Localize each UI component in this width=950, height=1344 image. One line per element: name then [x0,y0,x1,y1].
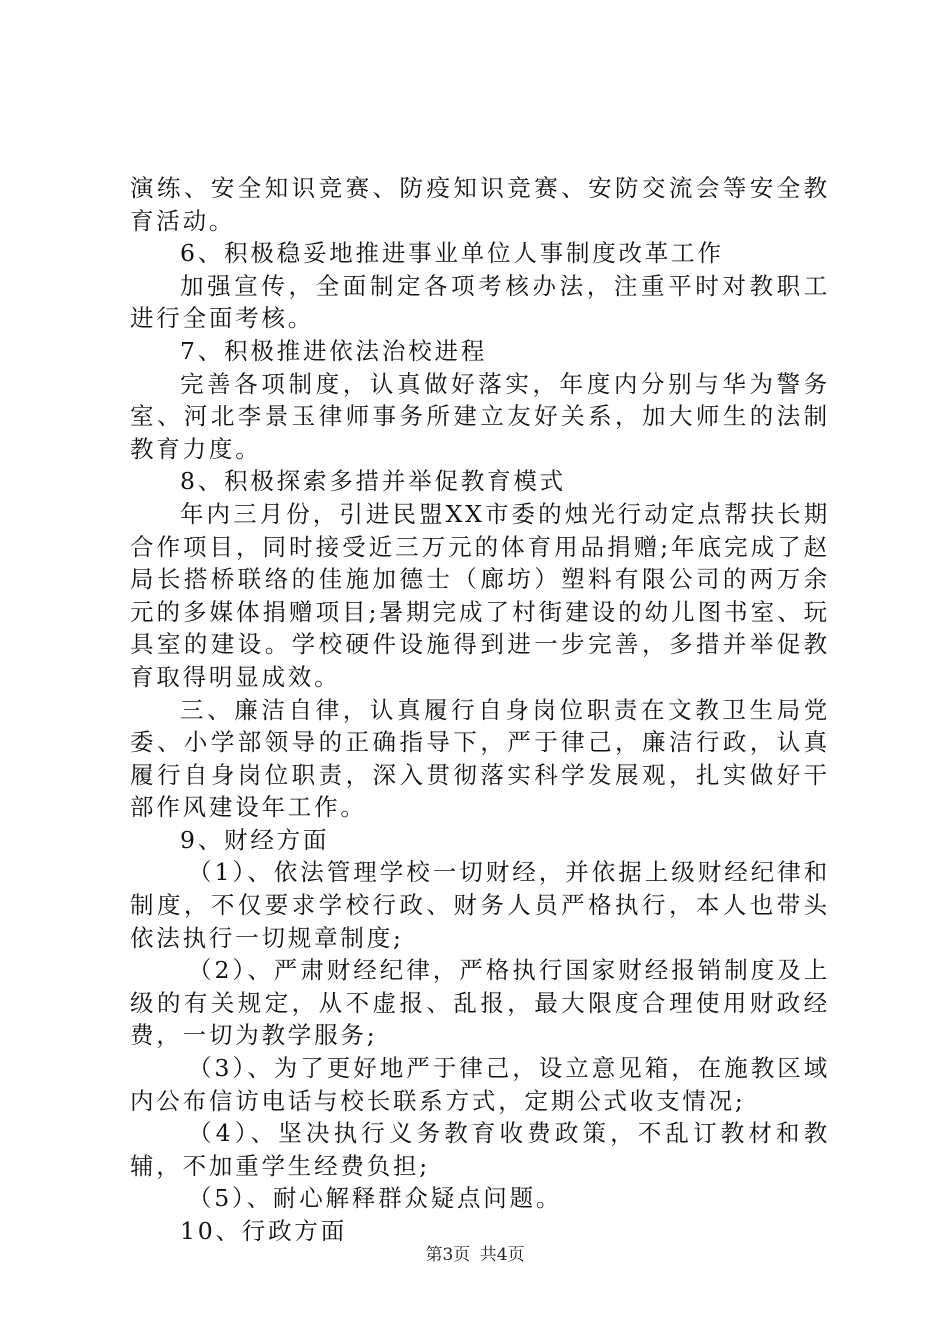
heading-section-3: 三、廉洁自律，认真履行自身岗位职责在文教卫生局党委、小学部领导的正确指导下，严于律己，廉洁行政，认真履行自身岗位职责，深入贯彻落实科学发展观，扎实做好干部作风建设年工作。 [130,695,830,822]
heading-item-10: 10、行政方面 [180,1217,348,1245]
paragraph-safety-activities: 演练、安全知识竞赛、防疫知识竞赛、安防交流会等安全教育活动。 [130,174,830,235]
paragraph-assessment: 加强宣传，全面制定各项考核办法，注重平时对教职工进行全面考核。 [130,271,830,333]
list-item-finance-1: （1）、依法管理学校一切财经，并依据上级财经纪律和制度，不仅要求学校行政、财务人员严格执行，本人也带头依法执行一切规章制度; [130,858,830,952]
paragraph-education-model: 年内三月份，引进民盟XX市委的烛光行动定点帮扶长期合作项目，同时接受近三万元的体育用品捐赠;年底完成了赵局长搭桥联络的佳施加德士（廊坊）塑料有限公司的两万余元的多媒体捐赠项目;暑期完成了村街建设的幼儿图书室、玩具室的建设。学校硬件设施得到进一步完善，多措并举促教育取得明显成效。 [130,499,830,691]
page-footer [0,1243,950,1267]
page-number: 第3页 [425,1245,471,1265]
heading-item-8: 8、积极探索多措并举促教育模式 [180,467,566,496]
list-item-finance-4: （4）、坚决执行义务教育收费政策，不乱订教材和教辅，不加重学生经费负担; [130,1119,830,1180]
heading-item-9: 9、财经方面 [180,825,330,854]
page-total: 共4页 [479,1245,525,1265]
list-item-finance-5: （5）、耐心解释群众疑点问题。 [188,1184,563,1213]
list-item-finance-3: （3）、为了更好地严于律己，设立意见箱，在施教区域内公布信访电话与校长联系方式，定期公式收支情况; [130,1054,830,1115]
list-item-finance-2: （2）、严肃财经纪律，严格执行国家财经报销制度及上级的有关规定，从不虚报、乱报，最大限度合理使用财政经费，一切为教学服务; [130,956,830,1050]
paragraph-rule-of-law: 完善各项制度，认真做好落实，年度内分别与华为警务室、河北李景玉律师事务所建立友好关系，加大师生的法制教育力度。 [130,369,830,463]
document-body [130,172,830,1248]
heading-item-7: 7、积极推进依法治校进程 [180,336,488,365]
heading-item-6: 6、积极稳妥地推进事业单位人事制度改革工作 [180,239,724,268]
